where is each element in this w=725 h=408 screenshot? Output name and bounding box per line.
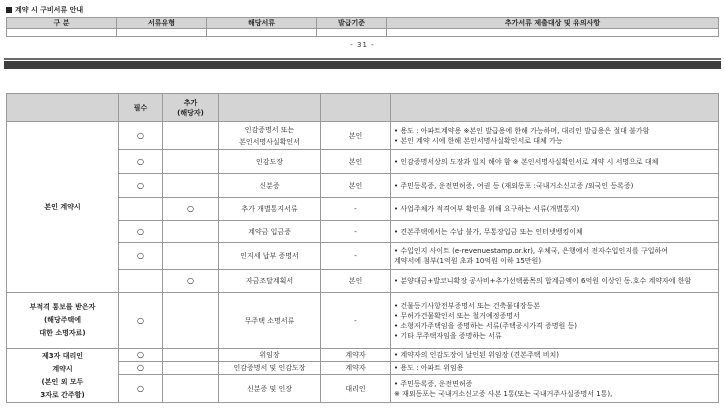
required-mark: ○	[119, 221, 163, 243]
header-additional: 추가 (해당자)	[163, 94, 219, 122]
row-notes: • 주민등록증, 운전면허증, 여권 등 (재외동포 :국내거소신고증 /외국인 등록증)	[391, 174, 719, 198]
issue-basis: -	[321, 198, 391, 221]
header-basis	[321, 94, 391, 122]
additional-mark	[163, 349, 219, 362]
required-mark: ○	[119, 293, 163, 349]
row-notes: • 수입인지 사이트 (e-revenuestamp.or.kr), 우체국, 은행에서 전자수입인지를 구입하여 계약서에 첨부(1억원 초과 10억원 이하 15만원)	[391, 243, 719, 270]
issue-basis: -	[321, 243, 391, 270]
additional-mark	[163, 174, 219, 198]
row-notes: • 계약자의 인감도장이 날인된 위임장 (견본주택 비치)	[391, 349, 719, 362]
document-name: 인감도장	[219, 150, 321, 174]
document-name: 인감증명서 및 인감도장	[219, 362, 321, 375]
issue-basis: 본인	[321, 150, 391, 174]
document-name: 인감증명서 또는 본인서명사실확인서	[219, 122, 321, 150]
row-notes: • 용도 : 아파트계약용 ※본인 발급용에 한해 가능하며, 대리인 발급용은 절대 불가함 • 본인 계약 시에 한해 본인서명사실확인서로 대체 가능	[391, 122, 719, 150]
group-unfit-notice: 부적격 통보를 받은자 (해당주택에 대한 소명자료)	[7, 293, 119, 349]
document-name: 신분증 및 인장	[219, 375, 321, 403]
required-mark: ○	[119, 243, 163, 270]
document-name: 계약금 입금증	[219, 221, 321, 243]
square-bullet-icon	[6, 7, 12, 13]
additional-mark	[163, 221, 219, 243]
page-number: - 31 -	[350, 41, 375, 49]
row-notes: • 건물등기사항전부증명서 또는 건축물대장등본 • 무허가건물확인서 또는 철거예정증명서 • 소형저가주택임을 증명하는 서류(주택공시가격 증명원 등) • 기타 무주택자임을 증명하는 서류	[391, 293, 719, 349]
document-name: 신분증	[219, 174, 321, 198]
page-divider-thick	[4, 61, 721, 69]
additional-mark: ○	[163, 198, 219, 221]
row-notes: • 견본주택에서는 수납 불가, 무통장입금 또는 인터넷뱅킹이체	[391, 221, 719, 243]
table-row	[7, 122, 719, 150]
documents-table	[6, 93, 719, 403]
top-table-header	[7, 18, 719, 29]
group-self-contract: 본인 계약시	[7, 122, 119, 293]
top-header-notes: 추가서류 제출대상 및 유의사항	[387, 18, 719, 29]
header-notes	[391, 94, 719, 122]
issue-basis: 계약자	[321, 362, 391, 375]
issue-basis: 본인	[321, 122, 391, 150]
row-notes: • 분양대금+발코니확장 공사비+추가선택품목의 합계금액이 6억원 이상인 동.호수 계약자에 한함	[391, 270, 719, 293]
required-mark	[119, 270, 163, 293]
top-table	[6, 17, 719, 37]
required-mark: ○	[119, 174, 163, 198]
additional-mark	[163, 243, 219, 270]
additional-mark	[163, 122, 219, 150]
table-row	[7, 349, 719, 362]
top-header-document: 해당서류	[207, 18, 317, 29]
row-notes: • 사업주체가 적격여부 확인을 위해 요구하는 서류(개별통지)	[391, 198, 719, 221]
required-mark: ○	[119, 150, 163, 174]
header-document	[219, 94, 321, 122]
additional-mark	[163, 150, 219, 174]
additional-mark	[163, 375, 219, 403]
top-table-empty-row	[7, 29, 719, 37]
issue-basis: -	[321, 221, 391, 243]
row-notes: • 용도 : 아파트 위임용	[391, 362, 719, 375]
header-category	[7, 94, 119, 122]
top-header-doc-type: 서류유형	[117, 18, 207, 29]
issue-basis: 계약자	[321, 349, 391, 362]
section-title	[6, 4, 83, 16]
required-mark: ○	[119, 375, 163, 403]
additional-mark	[163, 362, 219, 375]
required-mark	[119, 198, 163, 221]
header-required: 필수	[119, 94, 163, 122]
required-mark: ○	[119, 362, 163, 375]
issue-basis: 대리인	[321, 375, 391, 403]
top-header-category: 구 분	[7, 18, 117, 29]
document-name: 자금조달계획서	[219, 270, 321, 293]
row-notes: • 인감증명서상의 도장과 일치 해야 함 ※ 본인서명사실확인서로 계약 시 서명으로 대체	[391, 150, 719, 174]
additional-mark: ○	[163, 270, 219, 293]
required-mark: ○	[119, 122, 163, 150]
issue-basis: -	[321, 293, 391, 349]
issue-basis: 본인	[321, 270, 391, 293]
section-title-text: 계약 시 구비서류 안내	[15, 6, 84, 14]
issue-basis: 본인	[321, 174, 391, 198]
document-name: 인지세 납부 증명서	[219, 243, 321, 270]
document-name: 무주택 소명서류	[219, 293, 321, 349]
documents-table-header	[7, 94, 719, 122]
row-notes: • 주민등록증, 운전면허증 ※ 재외동포는 국내거소신고증 사본 1통(또는 국내거주사실증명서 1통),	[391, 375, 719, 403]
page-divider-thin	[4, 58, 721, 60]
required-mark: ○	[119, 349, 163, 362]
table-row	[7, 293, 719, 349]
document-name: 위임장	[219, 349, 321, 362]
top-header-basis: 발급기준	[317, 18, 387, 29]
document-name: 추가 개별통지서류	[219, 198, 321, 221]
group-proxy-contract: 제3자 대리인 계약시 (본인 외 모두 3자로 간주함)	[7, 349, 119, 403]
additional-mark	[163, 293, 219, 349]
